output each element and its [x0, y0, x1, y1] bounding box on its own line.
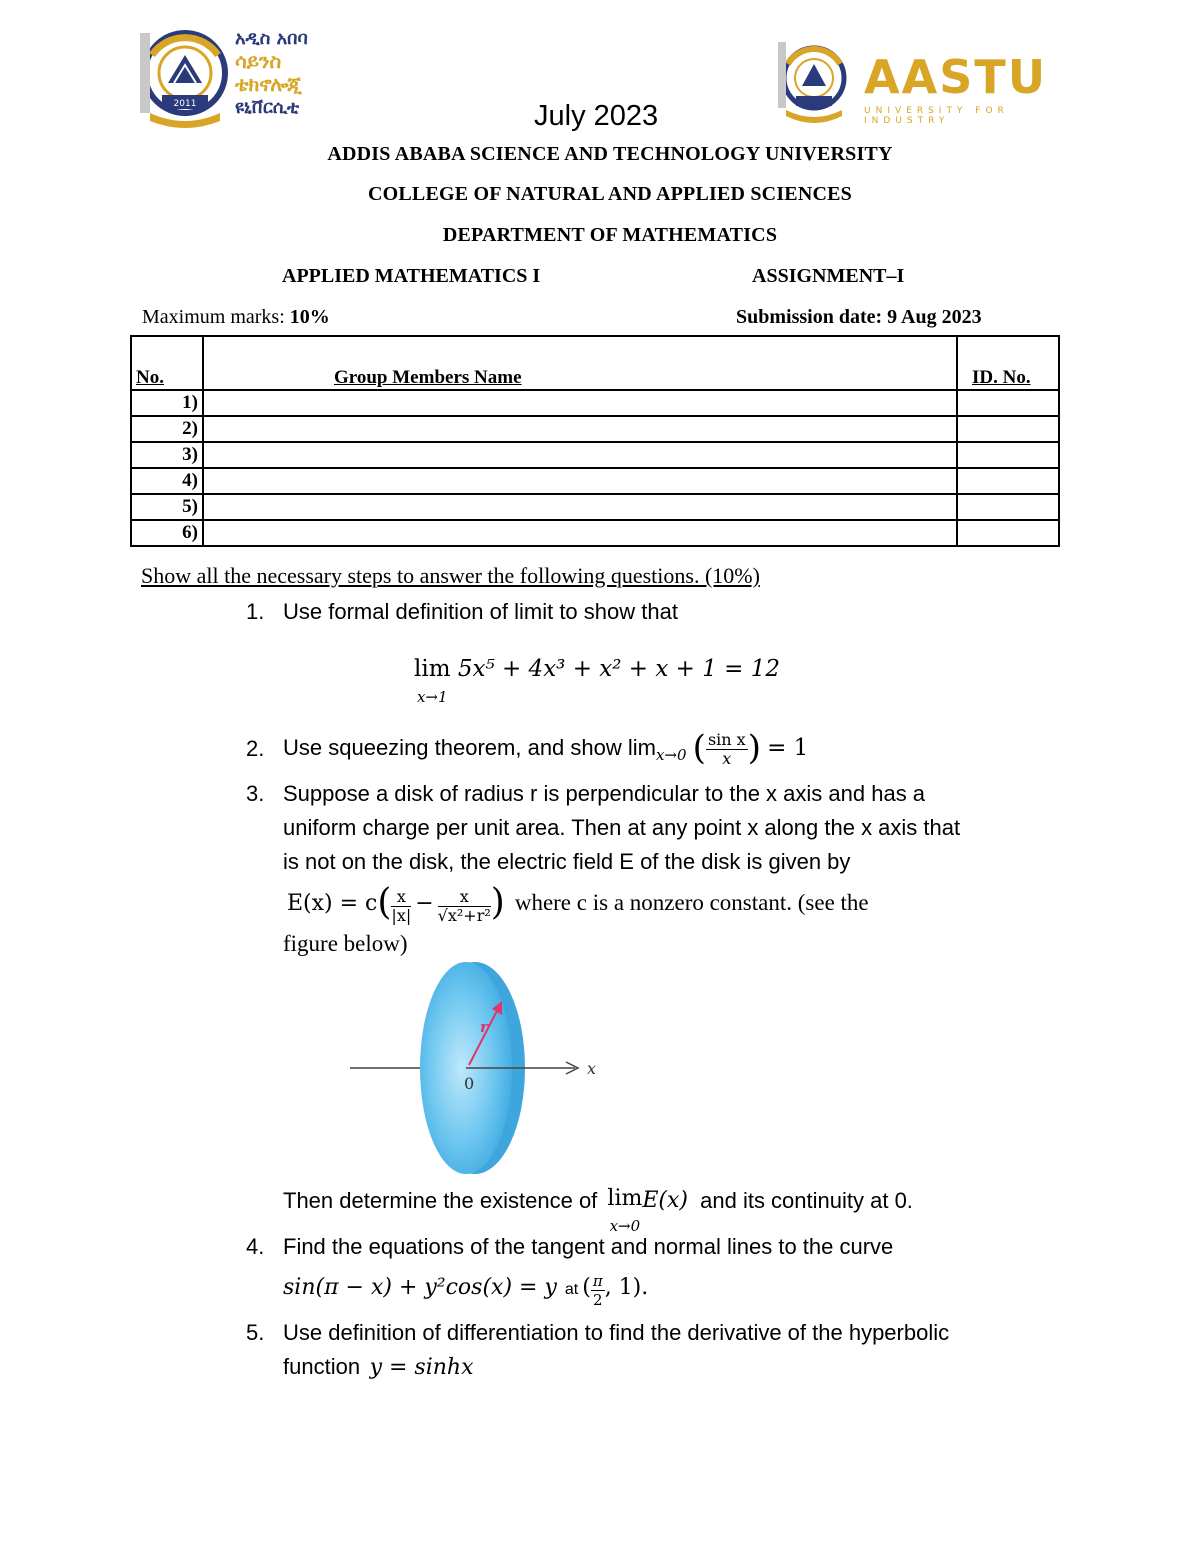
row-number: 6) — [131, 520, 203, 546]
member-name-cell[interactable] — [203, 390, 957, 416]
q4-at: at — [564, 1281, 579, 1298]
row-number: 2) — [131, 416, 203, 442]
q2-frac-den: x — [722, 748, 732, 768]
max-marks-label: Maximum marks: — [142, 306, 285, 328]
table-row — [131, 494, 1059, 520]
q3-frac2-den: √x²+r² — [437, 905, 491, 925]
question-1-formula — [414, 656, 780, 710]
member-id-cell[interactable] — [957, 468, 1059, 494]
q2-rhs: = 1 — [767, 735, 809, 761]
aastu-seal-icon — [778, 38, 850, 128]
group-members-table — [130, 335, 1060, 547]
question-3-formula-line: E(x) = c( $\frac{x}{|x|}$ − $\frac{x}{\text{√x²+r²}}$ ) where c is a nonzero constant. (see the — [287, 882, 869, 925]
member-id-cell[interactable] — [957, 442, 1059, 468]
instructions: Show all the necessary steps to answer the following questions. (10%) — [141, 563, 760, 588]
aastu-tagline: UNIVERSITY FOR INDUSTRY — [864, 106, 1009, 126]
assignment-title: ASSIGNMENT–I — [752, 265, 905, 287]
aastu-wordmark: AASTU — [864, 50, 1048, 104]
row-number: 1) — [131, 390, 203, 416]
q3-then-expr: E(x) — [642, 1188, 688, 1213]
member-id-cell[interactable] — [957, 416, 1059, 442]
col-no-header — [131, 336, 203, 390]
table-row — [131, 416, 1059, 442]
q3-minus: − — [415, 891, 434, 916]
table-header-row — [131, 336, 1059, 390]
member-name-cell[interactable] — [203, 442, 957, 468]
university-name: ADDIS ABABA SCIENCE AND TECHNOLOGY UNIVERSITY — [327, 143, 893, 165]
q4-point-num: π — [592, 1271, 603, 1290]
question-3-line-1: Suppose a disk of radius r is perpendicular to the x axis and has a — [283, 781, 926, 806]
q3-frac1-den: |x| — [391, 905, 412, 925]
member-name-cell[interactable] — [203, 520, 957, 546]
question-3-line-5: figure below) — [283, 931, 408, 956]
q3-then-lim: lim — [607, 1186, 643, 1211]
amharic-line-4: ዩኒቨርሲቲ — [235, 97, 300, 118]
fig-label-x: x — [587, 1059, 597, 1078]
amharic-title — [235, 27, 308, 119]
question-5-line-2 — [283, 1354, 473, 1380]
question-2-line: Use squeezing theorem, and show $\lim_{x\to 0}$ ( $\frac{\text{sin x}}{x}$ ) = 1 — [283, 728, 809, 768]
q3-then-text: Then determine the existence of — [283, 1188, 598, 1213]
department-name: DEPARTMENT OF MATHEMATICS — [442, 224, 778, 246]
member-name-cell[interactable] — [203, 494, 957, 520]
row-number: 5) — [131, 494, 203, 520]
table-row — [131, 442, 1059, 468]
q4-point-rest: , 1). — [604, 1275, 649, 1300]
row-number: 4) — [131, 468, 203, 494]
member-name-cell[interactable] — [203, 468, 957, 494]
col-id-label: ID. No. — [972, 367, 1031, 388]
disk-figure — [340, 955, 620, 1180]
q4-equation: sin(π − x) + y²cos(x) = y — [283, 1275, 557, 1300]
table-row — [131, 520, 1059, 546]
question-4-line-1: Find the equations of the tangent and normal lines to the curve — [283, 1234, 894, 1259]
member-id-cell[interactable] — [957, 390, 1059, 416]
fig-label-zero: 0 — [464, 1074, 475, 1093]
q5-function-expr: y = sinhx — [369, 1355, 474, 1380]
amharic-line-3: ቴክኖሎጂ — [235, 72, 303, 96]
col-name-header — [203, 336, 957, 390]
question-4-equation-line: sin(π − x) + y²cos(x) = y at ( $\frac{\pi}{2}$ , 1). — [283, 1271, 649, 1309]
q3-formula-rest: where c is a nonzero constant. (see the — [514, 890, 869, 915]
q3-frac1-num: x — [391, 888, 411, 907]
question-4-number: 4. — [246, 1234, 265, 1259]
q1-lim: lim — [414, 656, 451, 682]
submission-date: Submission date: 9 Aug 2023 — [736, 306, 982, 328]
question-5-number: 5. — [246, 1320, 265, 1345]
member-id-cell[interactable] — [957, 494, 1059, 520]
q1-expression: 5x⁵ + 4x³ + x² + x + 1 = 12 — [457, 656, 781, 682]
member-name-cell[interactable] — [203, 416, 957, 442]
question-1-number: 1. — [246, 599, 265, 624]
question-5-line-1: Use definition of differentiation to find the derivative of the hyperbolic — [283, 1320, 950, 1345]
q4-point-den: 2 — [593, 1290, 603, 1309]
question-2-text: Use squeezing theorem, and show lim — [283, 735, 656, 760]
amharic-line-2: ሳይንስ — [235, 49, 282, 73]
max-marks — [142, 306, 330, 329]
document-date: July 2023 — [534, 100, 659, 132]
question-1-text: Use formal definition of limit to show that — [283, 599, 678, 624]
university-seal-icon — [140, 25, 235, 130]
q3-formula-lhs: E(x) = c — [287, 891, 378, 916]
right-logo — [778, 38, 1078, 133]
svg-text:2011: 2011 — [173, 99, 197, 109]
row-number: 3) — [131, 442, 203, 468]
question-3-number: 3. — [246, 781, 265, 806]
question-2-number: 2. — [246, 736, 265, 761]
col-name-label: Group Members Name — [334, 367, 522, 388]
q2-lim-sub: x→0 — [655, 746, 687, 764]
max-marks-value: 10% — [289, 306, 330, 328]
q1-lim-sub: x→1 — [416, 688, 448, 706]
col-no-label: No. — [136, 367, 164, 388]
q3-then-sub: x→0 — [609, 1217, 641, 1235]
table-row — [131, 390, 1059, 416]
q2-frac-num: sin x — [707, 729, 746, 749]
q3-frac2-num: x — [438, 888, 491, 907]
q3-then-rest: and its continuity at 0. — [700, 1188, 913, 1213]
left-logo — [140, 25, 340, 135]
question-3-line-3: is not on the disk, the electric field E of the disk is given by — [283, 849, 851, 874]
amharic-line-1: አዲስ አበባ — [235, 28, 308, 49]
question-3-line-2: uniform charge per unit area. Then at any point x along the x axis that — [283, 815, 961, 840]
member-id-cell[interactable] — [957, 520, 1059, 546]
table-row — [131, 468, 1059, 494]
fig-label-r: r — [480, 1018, 488, 1036]
college-name: COLLEGE OF NATURAL AND APPLIED SCIENCES — [367, 183, 852, 205]
course-title: APPLIED MATHEMATICS I — [282, 265, 541, 287]
col-id-header — [957, 336, 1059, 390]
q5-function-label: function — [283, 1354, 361, 1379]
